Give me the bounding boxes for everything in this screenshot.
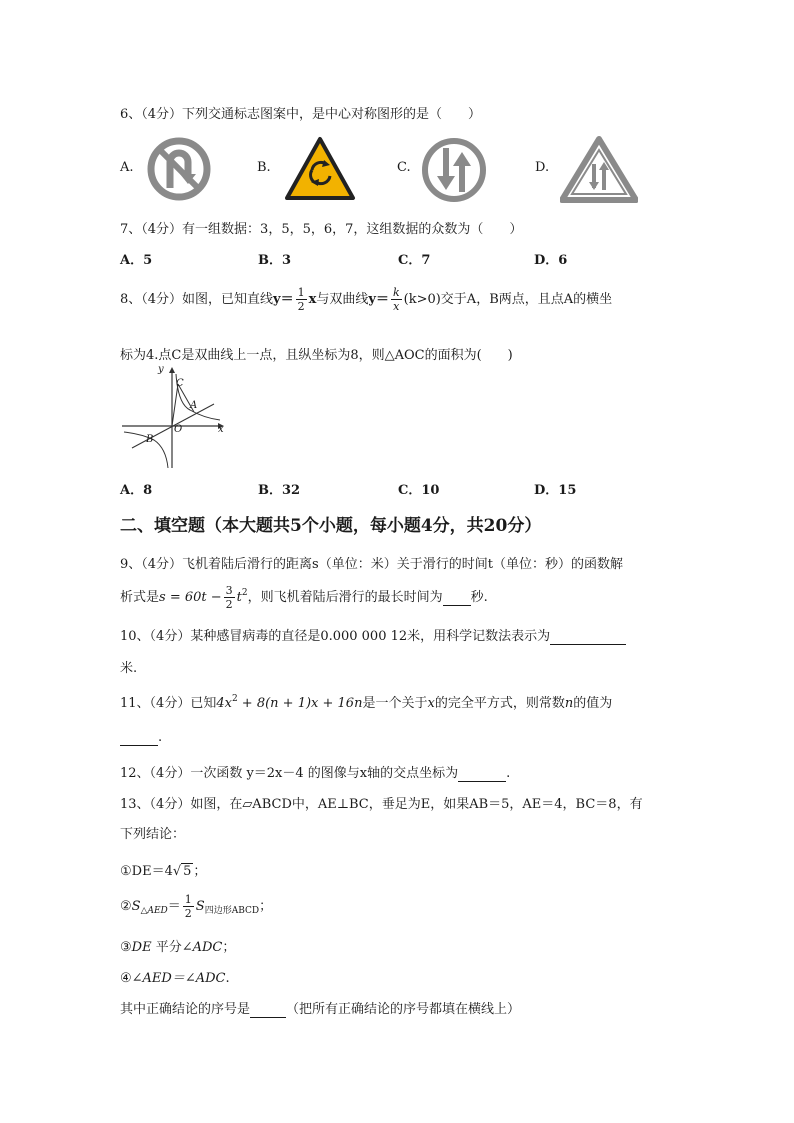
q8-option-b: B．32 [258, 483, 301, 498]
q8-graph-b-label: B [146, 434, 154, 445]
q13-c3-de: DE [131, 940, 152, 955]
q13-c3-angle: ∠ADC [181, 940, 223, 955]
q13-line1: 13、（4分）如图，在▱ABCD中，AE⊥BC，垂足为E，如果AB＝5，AE＝4，BC＝8，有 [120, 797, 643, 812]
q10-text: 10、（4分）某种感冒病毒的直径是0.000 000 12米，用科学记数法表示为 [120, 629, 551, 644]
q11-end: . [158, 730, 163, 745]
q11-x-var: x [427, 696, 435, 711]
q9-sq: 2 [241, 588, 248, 598]
q13-c2-fraction [183, 893, 194, 920]
q8-option-d: D．15 [534, 483, 577, 498]
q11-mid: 是一个关于 [362, 696, 428, 711]
q11-mid2: 的完全平方式，则常数 [434, 696, 565, 711]
q8-half-den: 2 [297, 300, 305, 313]
no-u-turn-sign-icon [146, 136, 212, 202]
q13-c1-end: ； [193, 864, 207, 879]
q13-line2: 下列结论： [120, 827, 186, 842]
q12-line [120, 762, 510, 782]
q8-k-den: x [393, 300, 400, 313]
q6-options [120, 136, 680, 206]
q12-stem: 12、（4分）一次函数 y＝2x－4 的图像与x轴的交点坐标为 [120, 766, 459, 781]
q9-answer-blank[interactable] [443, 590, 471, 606]
q11-expr-b: + 8(n + 1)x + 16n [237, 696, 363, 711]
q9-t: t [236, 590, 242, 605]
q8-stem-prefix: 8、（4分）如图，已知直线 [120, 292, 274, 307]
q13-c2-den: 2 [184, 907, 192, 920]
q11-line1 [120, 692, 612, 711]
q9-line1: 9、（4分）飞机着陆后滑行的距离s（单位：米）关于滑行的时间t（单位：秒）的函数解 [120, 557, 623, 572]
q8-graph-x-label: x [218, 424, 224, 435]
q13-c2-sub: △AED [140, 906, 168, 916]
q7-stem: 7、（4分）有一组数据：3，5，5，6，7，这组数据的众数为（ ） [120, 222, 523, 237]
q13-c2-s: S [131, 899, 141, 914]
q8-stem-line2: 标为4.点C是双曲线上一点，且纵坐标为8，则△AOC的面积为( ) [120, 348, 513, 363]
q13-c2-eq: ＝ [167, 899, 181, 914]
q13-conclusion-3 [120, 936, 235, 955]
q10-line1 [120, 625, 626, 645]
q11-pre: 11、（4分）已知 [120, 696, 217, 711]
q8-x-var: x [308, 292, 317, 307]
roundabout-warning-sign-icon [284, 136, 356, 202]
q8-y-eq: y＝ [273, 292, 294, 307]
q11-expr-a: 4x [216, 696, 232, 711]
section-2-title: 二、填空题（本大题共5个小题，每小题4分，共20分） [120, 516, 542, 536]
q8-option-c: C．10 [398, 483, 440, 498]
q8-options [120, 479, 680, 497]
q13-c4-end: . [225, 971, 230, 986]
q8-option-a: A．8 [120, 483, 153, 498]
q11-post: 的值为 [573, 696, 613, 711]
q8-stem-line1 [120, 286, 612, 313]
q6-stem: 6、（4分）下列交通标志图案中，是中心对称图形的是（ ） [120, 107, 482, 122]
q7-option-d: D．6 [534, 253, 568, 268]
q8-graph-a-label: A [190, 400, 198, 411]
no-left-turn-sign-icon [420, 136, 488, 204]
q8-y-eq-2: y＝ [368, 292, 389, 307]
q8-stem-mid: 与双曲线 [316, 292, 369, 307]
q13-c1-pre: ①DE＝4 [120, 864, 173, 879]
q9-pre: 析式是 [120, 590, 160, 605]
q13-c3-pre: ③ [120, 940, 132, 955]
q13-c2-sub2: 四边形ABCD [204, 906, 260, 916]
q8-k-num: k [392, 286, 400, 299]
q11-answer-blank[interactable] [120, 730, 158, 746]
q11-n-var: n [564, 696, 574, 711]
q6-option-d-label: D. [535, 160, 550, 175]
q13-tail-text: 其中正确结论的序号是 [120, 1002, 251, 1017]
q7-options [120, 249, 680, 267]
q8-stem-cond: (k>0)交于A，B两点，且点A的横坐 [403, 292, 613, 307]
q6-option-b-label: B. [257, 160, 271, 175]
two-way-traffic-sign-icon [560, 136, 638, 204]
q13-c3-end: ； [222, 940, 236, 955]
q8-graph-o-label: O [174, 424, 183, 435]
q10-answer-blank[interactable] [550, 629, 626, 645]
q8-graph [118, 364, 228, 472]
q13-c3-text: 平分 [151, 940, 182, 955]
q12-end: . [506, 766, 511, 781]
q12-answer-blank[interactable] [458, 766, 506, 782]
q7-option-a: A．5 [120, 253, 153, 268]
q8-graph-c-label: C [176, 378, 184, 389]
q6-option-c-label: C. [397, 160, 411, 175]
q13-tail-end: （把所有正确结论的序号都填在横线上） [286, 1002, 521, 1017]
q13-c2-num: 1 [184, 893, 192, 906]
q7-option-c: C．7 [398, 253, 431, 268]
q13-c2-end: ； [259, 899, 273, 914]
q8-half-num: 1 [297, 286, 305, 299]
q8-half-fraction [296, 286, 307, 313]
q9-formula-a: s = 60t − [159, 590, 222, 605]
q9-fraction [224, 584, 235, 611]
q13-conclusion-1: ①DE＝4√ 5 ； [120, 864, 207, 879]
q10-line2: 米. [120, 661, 138, 676]
q7-option-b: B．3 [258, 253, 292, 268]
q11-sq: 2 [231, 694, 238, 704]
q13-tail [120, 998, 520, 1018]
q13-answer-blank[interactable] [250, 1002, 286, 1018]
q11-line2 [120, 730, 162, 746]
q13-c2-s2: S [195, 899, 205, 914]
q9-frac-num: 3 [225, 584, 233, 597]
q9-line2 [120, 584, 488, 611]
q9-post: ，则飞机着陆后滑行的最长时间为 [247, 590, 443, 605]
q13-c4-pre: ④ [120, 971, 132, 986]
q13-c1-root: 5 [183, 864, 192, 879]
q13-c4-text: ∠AED＝∠ADC [131, 971, 226, 986]
q13-c2-pre: ② [120, 899, 132, 914]
q8-k-fraction [391, 286, 402, 313]
q9-frac-den: 2 [225, 598, 233, 611]
q13-conclusion-4 [120, 967, 230, 986]
q9-end: 秒. [470, 590, 488, 605]
q6-option-a-label: A. [120, 160, 134, 175]
q8-graph-y-label: y [158, 364, 164, 375]
q13-conclusion-2 [120, 893, 272, 920]
